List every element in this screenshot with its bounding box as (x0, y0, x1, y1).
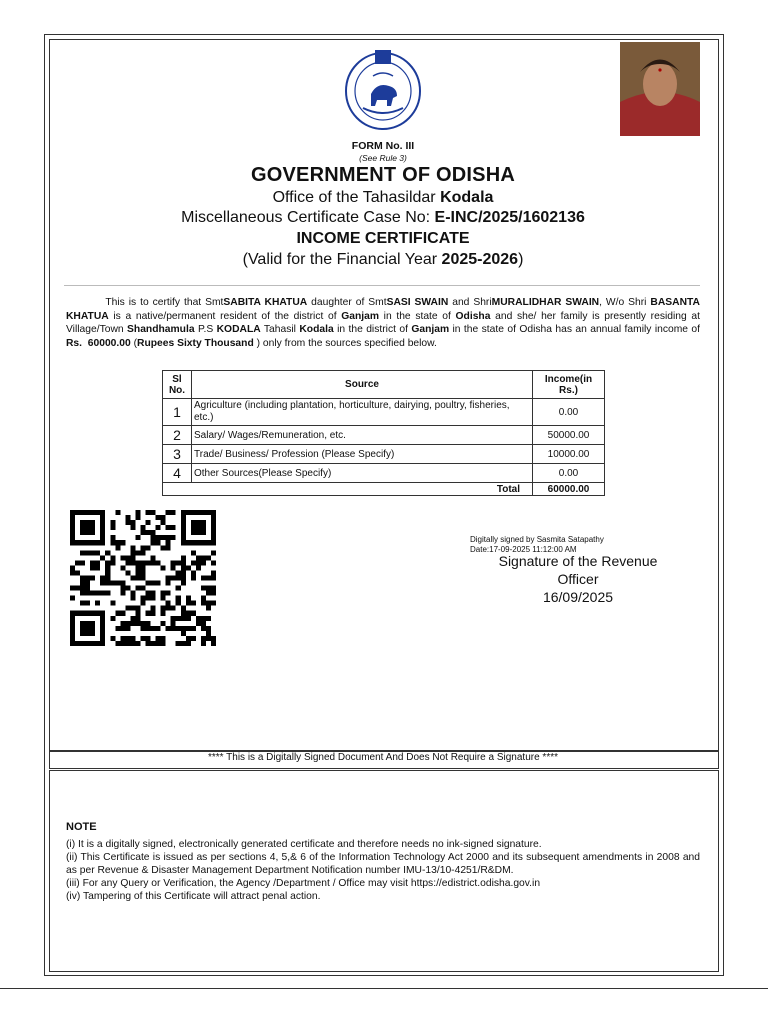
note-item: (iii) For any Query or Verification, the Agency /Department / Office may visit https://edistrict.odisha.gov.in (66, 878, 541, 889)
income-amount: 60000.00 (87, 337, 131, 349)
mother-name: SASI SWAIN (386, 297, 449, 308)
page-bottom-rule (0, 988, 768, 989)
digital-signed-notice: **** This is a Digitally Signed Document And Does Not Require a Signature **** (207, 752, 558, 763)
note-list (66, 838, 700, 903)
certificate-body: This is to certify that SmtSABITA KHATUA daughter of SmtSASI SWAIN and ShriMURALIDHAR SWAIN, W/o Shri BASANTA KHATUA is a native/permanent resident of the district of Ganjam in the state of Odisha and she/ her family is presently residing at Village/Town Shandhamula P.S KODALA Tahasil Kodala in the district of Ganjam in the state of Odisha has an annual family income of Rs. 60000.00 (Rupees Sixty Thousand ) only from the sources specified below. (66, 297, 701, 349)
note-heading: NOTE (66, 821, 97, 833)
see-rule: (See Rule 3) (359, 153, 407, 163)
qr-code-icon[interactable] (70, 510, 216, 646)
note-item: (ii) This Certificate is issued as per sections 4, 5,& 6 of the Information Technology Act 2000 and its subsequent amendments in 2008 and as per Revenue & Disaster Management Department Notification number IMU-13/10-4251/R&DM. (66, 852, 700, 876)
father-name: MURALIDHAR SWAIN (491, 297, 600, 308)
income-words: Rupees Sixty Thousand (137, 337, 254, 349)
form-number: FORM No. III (351, 140, 415, 152)
signature-date: 16/09/2025 (542, 589, 614, 605)
note-item: (i) It is a digitally signed, electronically generated certificate and therefore needs no ink-signed signature. (66, 839, 542, 850)
table-header-row (163, 371, 605, 399)
office-line: Office of the Tahasildar Kodala (272, 189, 494, 206)
office-name: Kodala (440, 189, 494, 206)
total-value: 60000.00 (533, 483, 605, 496)
digital-signature-stamp: Digitally signed by Sasmita Satapathy Date:17-09-2025 11:12:00 AM (470, 535, 604, 554)
total-row (163, 483, 605, 496)
certificate-title: INCOME CERTIFICATE (296, 230, 470, 247)
odisha-emblem-icon (343, 46, 423, 132)
total-label: Total (163, 483, 533, 496)
applicant-photo (620, 42, 700, 136)
government-heading: GOVERNMENT OF ODISHA (250, 164, 515, 186)
husband-name: BASANTA KHATUA (66, 297, 700, 322)
income-table (162, 370, 605, 496)
col-sl-no: Sl No. (163, 371, 192, 399)
financial-year: 2025-2026 (441, 251, 519, 268)
case-number: E-INC/2025/1602136 (434, 209, 585, 226)
col-income: Income(in Rs.) (533, 371, 605, 399)
validity-line: (Valid for the Financial Year 2025-2026) (242, 251, 524, 268)
col-source: Source (192, 371, 533, 399)
revenue-officer-signature: Signature of the Revenue Officer 16/09/2025 (478, 552, 678, 606)
table-row: 4 Other Sources(Please Specify) 0.00 (163, 464, 605, 483)
note-item: (iv) Tampering of this Certificate will attract penal action. (66, 891, 321, 902)
table-row: 3 Trade/ Business/ Profession (Please Specify) 10000.00 (163, 445, 605, 464)
table-row: 1 Agriculture (including plantation, horticulture, dairying, poultry, fisheries, etc.) 0.00 (163, 399, 605, 426)
header-divider (64, 285, 700, 286)
case-number-line: Miscellaneous Certificate Case No: E-INC/2025/1602136 (181, 209, 585, 226)
table-row: 2 Salary/ Wages/Remuneration, etc. 50000.00 (163, 426, 605, 445)
village-name: Shandhamula (127, 324, 195, 335)
applicant-name: SABITA KHATUA (223, 297, 308, 308)
